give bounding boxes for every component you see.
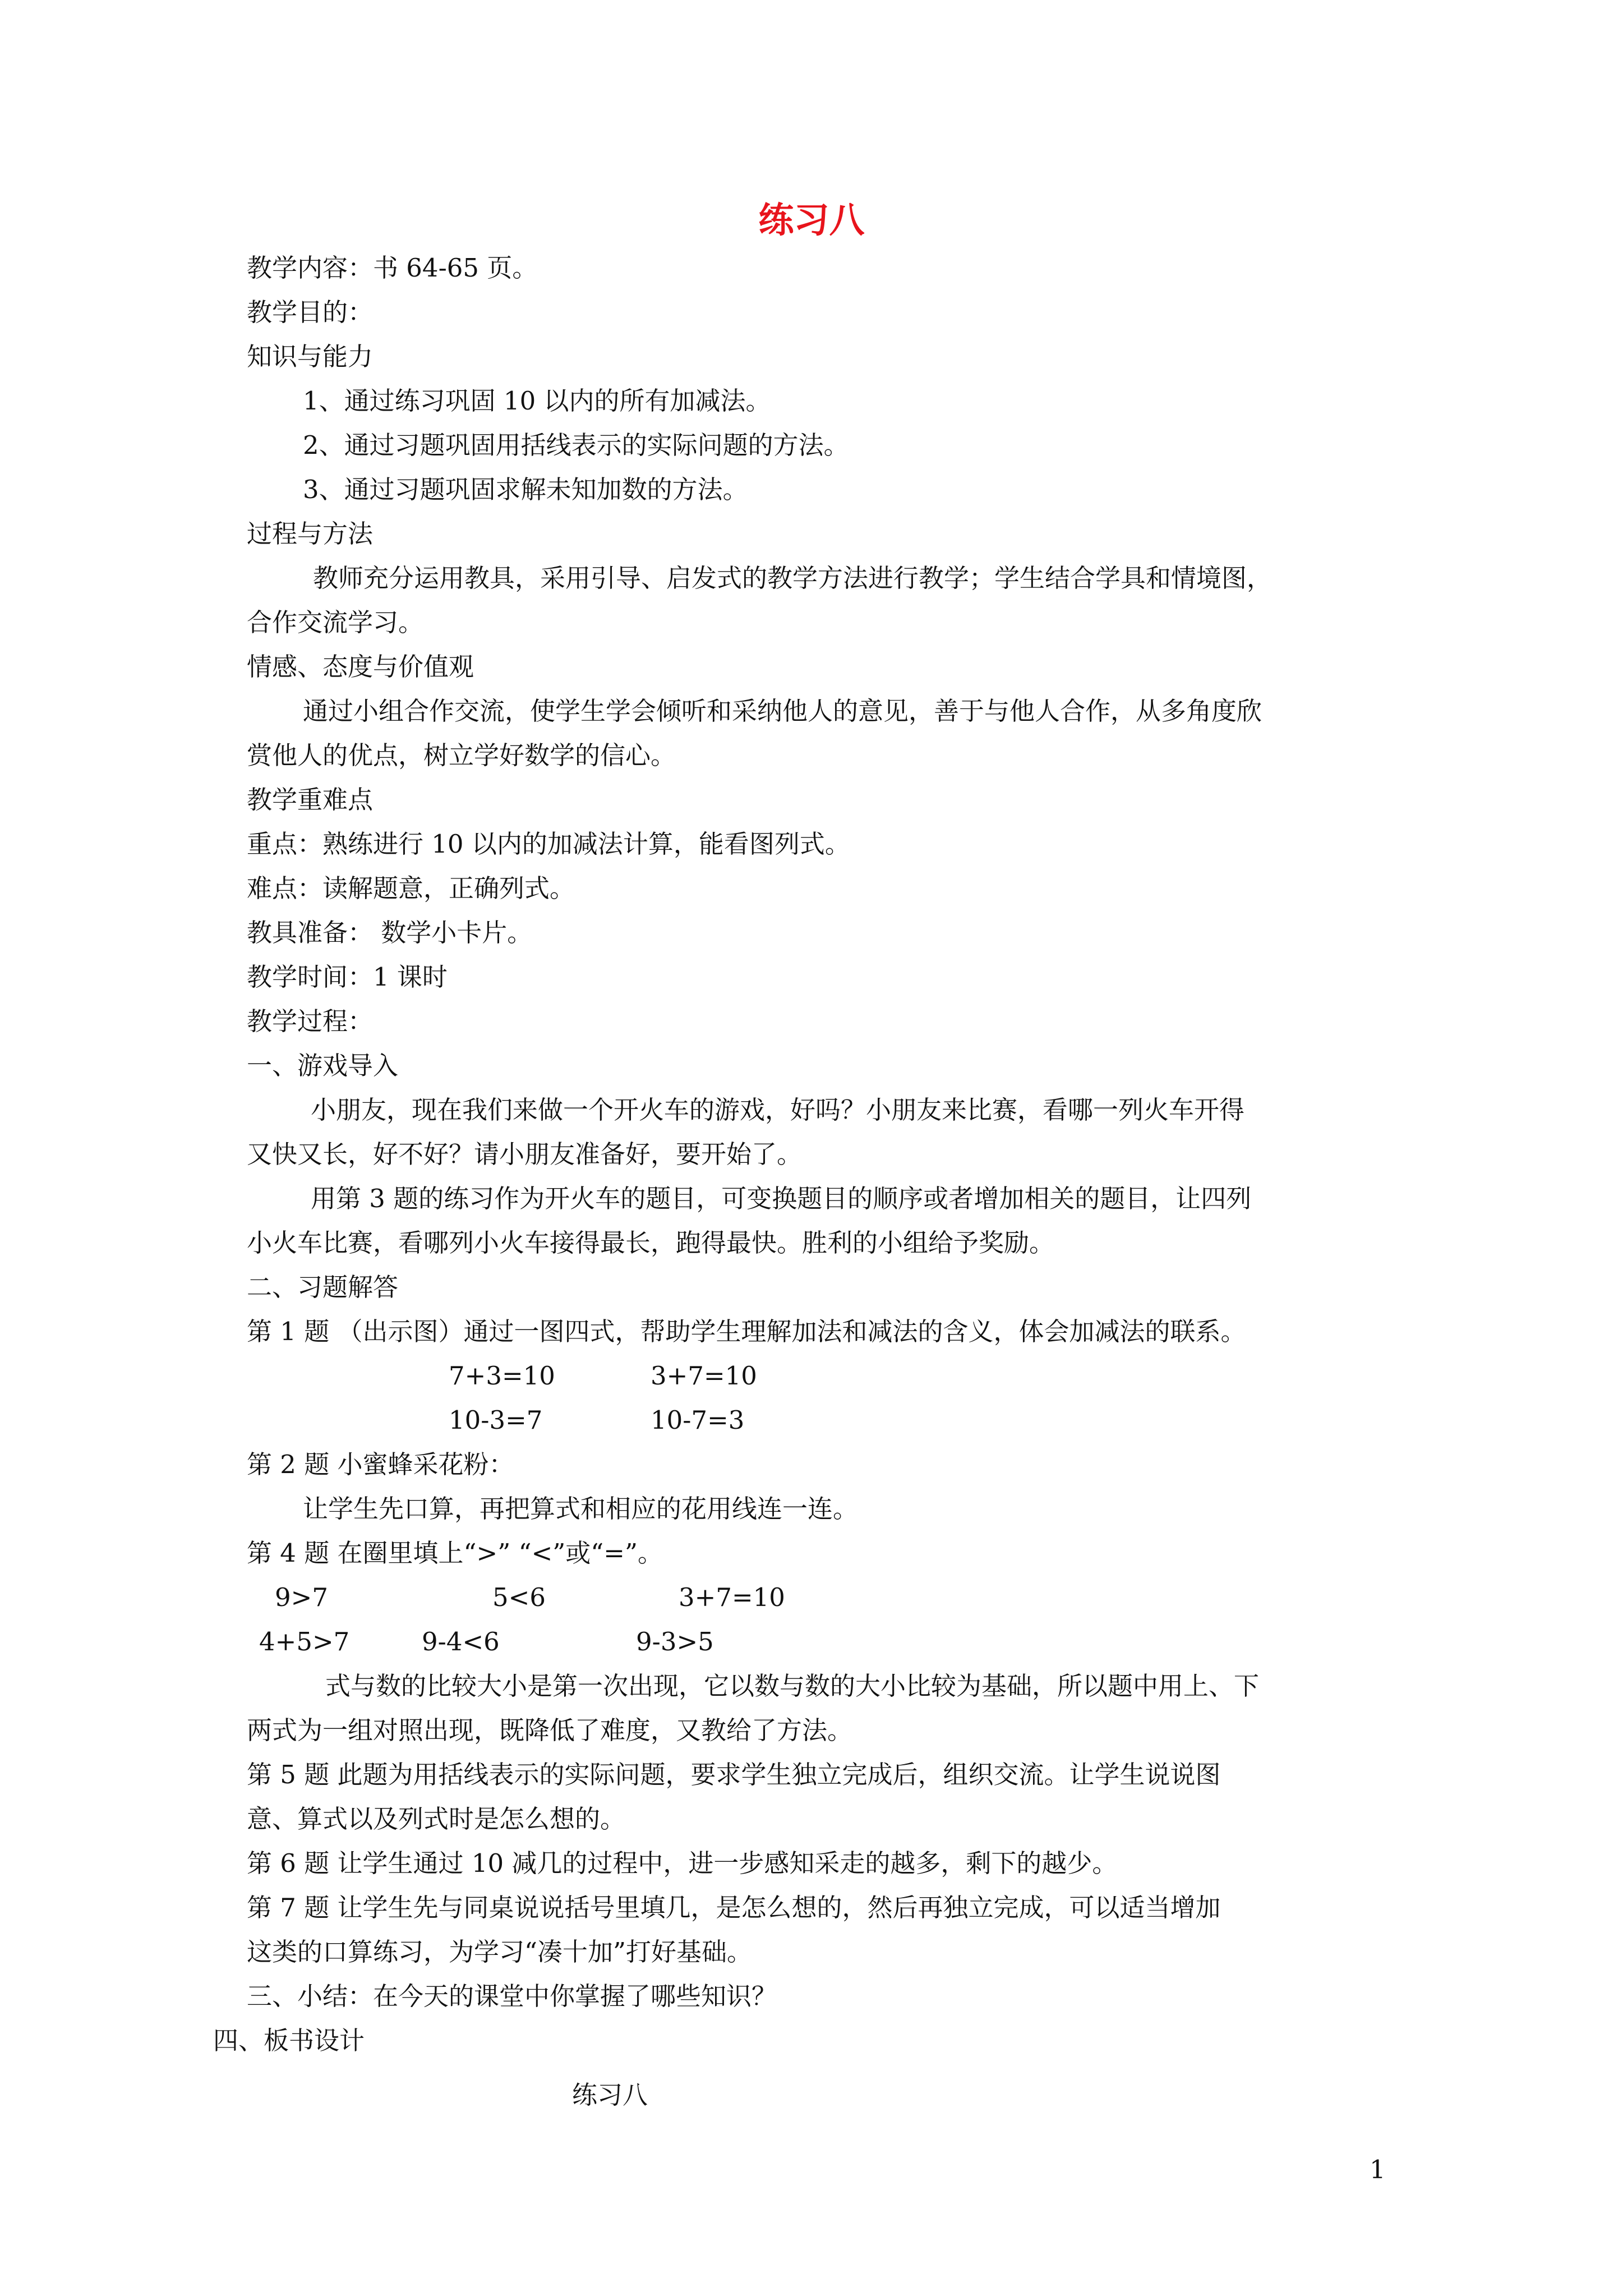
comparison: 9>7 — [275, 1582, 328, 1612]
comparison: 3+7=10 — [679, 1582, 785, 1612]
text-line: 小火车比赛，看哪列小火车接得最长，跑得最快。胜利的小组给予奖励。 — [247, 1228, 1055, 1258]
page-number: 1 — [1370, 2155, 1386, 2184]
text-line: 赏他人的优点，树立学好数学的信心。 — [247, 740, 676, 770]
text-line: 第 1 题 （出示图）通过一图四式，帮助学生理解加法和减法的含义，体会加减法的联系。 — [247, 1317, 1246, 1346]
text-line: 教师充分运用教具，采用引导、启发式的教学方法进行教学；学生结合学具和情境图， — [313, 563, 1272, 593]
text-line: 合作交流学习。 — [247, 608, 424, 637]
text-line: 三、小结：在今天的课堂中你掌握了哪些知识？ — [247, 1981, 777, 2011]
text-line: 四、板书设计 — [213, 2026, 365, 2055]
text-line: 知识与能力 — [247, 342, 374, 371]
text-line: 第 7 题 让学生先与同桌说说括号里填几，是怎么想的，然后再独立完成，可以适当增加 — [247, 1893, 1221, 1922]
text-line: 第 2 题 小蜜蜂采花粉： — [247, 1450, 514, 1479]
text-line: 教学内容：书 64-65 页。 — [247, 253, 538, 283]
text-line: 第 4 题 在圈里填上“>” “<”或“=”。 — [247, 1538, 663, 1568]
text-line: 重点：熟练进行 10 以内的加减法计算，能看图列式。 — [247, 829, 850, 859]
comparison: 4+5>7 — [259, 1627, 350, 1657]
text-line: 教学重难点 — [247, 785, 374, 815]
text-line: 第 5 题 此题为用括线表示的实际问题，要求学生独立完成后，组织交流。让学生说说图 — [247, 1760, 1221, 1789]
document-title: 练习八 — [758, 199, 865, 241]
text-line: 又快又长，好不好？请小朋友准备好，要开始了。 — [247, 1139, 803, 1169]
text-line: 小朋友，现在我们来做一个开火车的游戏，好吗？小朋友来比赛，看哪一列火车开得 — [311, 1095, 1245, 1125]
text-line: 第 6 题 让学生通过 10 减几的过程中，进一步感知采走的越多，剩下的越少。 — [247, 1848, 1118, 1878]
comparison: 9-3>5 — [636, 1627, 714, 1657]
text-line: 教具准备： 数学小卡片。 — [247, 918, 533, 947]
comparison: 5<6 — [492, 1582, 546, 1612]
equation: 3+7=10 — [651, 1361, 757, 1391]
text-line: 2、通过习题巩固用括线表示的实际问题的方法。 — [303, 430, 849, 460]
text-line: 让学生先口算，再把算式和相应的花用线连一连。 — [303, 1494, 859, 1524]
text-line: 3、通过习题巩固求解未知加数的方法。 — [303, 475, 748, 504]
board-title: 练习八 — [572, 2080, 648, 2110]
text-line: 式与数的比较大小是第一次出现，它以数与数的大小比较为基础，所以题中用上、下 — [325, 1671, 1260, 1701]
comparison: 9-4<6 — [422, 1627, 500, 1657]
text-line: 两式为一组对照出现，既降低了难度，又教给了方法。 — [247, 1715, 853, 1745]
equation: 10-7=3 — [651, 1405, 745, 1435]
text-line: 1、通过练习巩固 10 以内的所有加减法。 — [303, 386, 771, 416]
text-line: 通过小组合作交流，使学生学会倾听和采纳他人的意见，善于与他人合作，从多角度欣 — [303, 696, 1262, 726]
text-line: 这类的口算练习，为学习“凑十加”打好基础。 — [247, 1937, 753, 1967]
equation: 7+3=10 — [449, 1361, 555, 1391]
text-line: 过程与方法 — [247, 519, 374, 549]
text-line: 教学时间：1 课时 — [247, 962, 448, 992]
text-line: 意、算式以及列式时是怎么想的。 — [247, 1804, 626, 1834]
text-line: 用第 3 题的练习作为开火车的题目，可变换题目的顺序或者增加相关的题目，让四列 — [311, 1184, 1252, 1213]
text-line: 一、游戏导入 — [247, 1051, 399, 1080]
text-line: 教学目的： — [247, 297, 374, 327]
text-line: 难点：读解题意，正确列式。 — [247, 873, 575, 903]
text-line: 二、习题解答 — [247, 1272, 399, 1302]
equation: 10-3=7 — [449, 1405, 543, 1435]
text-line: 情感、态度与价值观 — [247, 652, 474, 682]
text-line: 教学过程： — [247, 1006, 374, 1036]
